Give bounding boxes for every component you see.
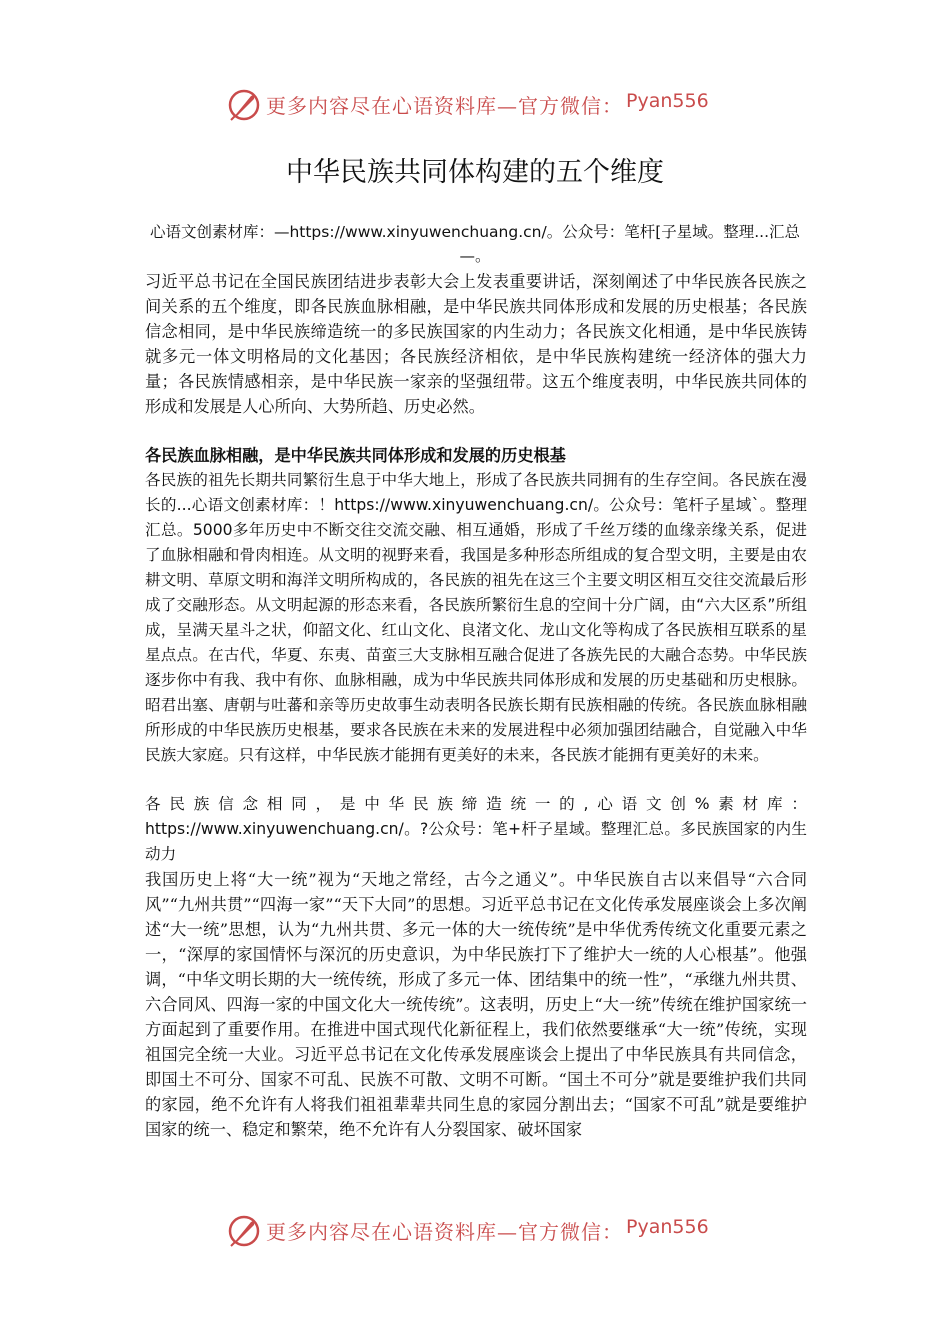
quill-logo-icon	[227, 1214, 261, 1248]
intro-paragraph: 习近平总书记在全国民族团结进步表彰大会上发表重要讲话，深刻阐述了中华民族各民族之间关系的五个维度，即各民族血脉相融，是中华民族共同体形成和发展的历史根基；各民族信念相同，是中华民族缔造统一的多民族国家的内生动力；各民族文化相通，是中华民族铸就多元一体文明格局的文化基因；各民族经济相依，是中华民族构建统一经济体的强大力量；各民族情感相亲，是中华民族一家亲的坚强纽带。这五个维度表明，中华民族共同体的形成和发展是人心所向、大势所趋、历史必然。	[145, 272, 807, 416]
banner-wechat-id: Pyan556	[626, 1216, 709, 1238]
bottom-banner	[0, 1212, 950, 1252]
section1-heading: 各民族血脉相融，是中华民族共同体形成和发展的历史根基	[145, 446, 566, 465]
banner-text: 更多内容尽在心语资料库—官方微信：	[266, 1220, 623, 1244]
document-title: 中华民族共同体构建的五个维度	[286, 157, 664, 188]
section1-body: 各民族的祖先长期共同繁衍生息于中华大地上，形成了各民族共同拥有的生存空间。各民族在漫长的...心语文创素材库：！https://www.xinyuwenchuang.cn/。公众号：笔杆子星域`。整理汇总。5000多年历史中不断交往交流交融、相互通婚，形成了千丝万缕的血缘亲缘关系，促进了血脉相融和骨肉相连。从文明的视野来看，我国是多种形态所组成的复合型文明，主要是由农耕文明、草原文明和海洋文明所构成的，各民族的祖先在这三个主要文明区相互交往交流最后形成了交融形态。从文明起源的形态来看，各民族所繁衍生息的空间十分广阔，由“六大区系”所组成，呈满天星斗之状，仰韶文化、红山文化、良渚文化、龙山文化等构成了各民族相互联系的星星点点。在古代，华夏、东夷、苗蛮三大支脉相互融合促进了各族先民的大融合态势。中华民族逐步你中有我、我中有你、血脉相融，成为中华民族共同体形成和发展的历史基础和历史根脉。昭君出塞、唐朝与吐蕃和亲等历史故事生动表明各民族长期有民族相融的传统。各民族血脉相融所形成的中华民族历史根基，要求各民族在未来的发展进程中必须加强团结融合，自觉融入中华民族大家庭。只有这样，中华民族才能拥有更美好的未来，各民族才能拥有更美好的未来。	[145, 471, 807, 764]
document-subtitle: 心语文创素材库：—https://www.xinyuwenchuang.cn/。公众号：笔杆[子星域。整理...汇总—。	[149, 223, 801, 265]
section2-body: 我国历史上将“大一统”视为“天地之常经，古今之通义”。中华民族自古以来倡导“六合同风”“九州共贯”“四海一家”“天下大同”的思想。习近平总书记在文化传承发展座谈会上多次阐述“大一统”思想，认为“九州共贯、多元一体的大一统传统”是中华优秀传统文化重要元素之一，“深厚的家国情怀与深沉的历史意识，为中华民族打下了维护大一统的人心根基”。他强调，“中华文明长期的大一统传统，形成了多元一体、团结集中的统一性”，“承继九州共贯、六合同风、四海一家的中国文化大一统传统”。这表明，历史上“大一统”传统在维护国家统一方面起到了重要作用。在推进中国式现代化新征程上，我们依然要继承“大一统”传统，实现祖国完全统一大业。习近平总书记在文化传承发展座谈会上提出了中华民族具有共同信念，即国土不可分、国家不可乱、民族不可散、文明不可断。“国土不可分”就是要维护我们共同的家园，绝不允许有人将我们祖祖辈辈共同生息的家园分割出去；“国家不可乱”就是要维护国家的统一、稳定和繁荣，绝不允许有人分裂国家、破坏国家	[145, 870, 807, 1139]
section2-heading: 各民族信念相同，是中华民族缔造统一的,心语文创%素材库：https://www.xinyuwenchuang.cn/。?公众号：笔+杆子星域。整理汇总。多民族国家的内生动力	[145, 795, 807, 863]
top-banner	[0, 86, 950, 126]
banner-text: 更多内容尽在心语资料库—官方微信：	[266, 94, 623, 118]
banner-wechat-id: Pyan556	[626, 90, 709, 112]
quill-logo-icon	[227, 88, 261, 122]
